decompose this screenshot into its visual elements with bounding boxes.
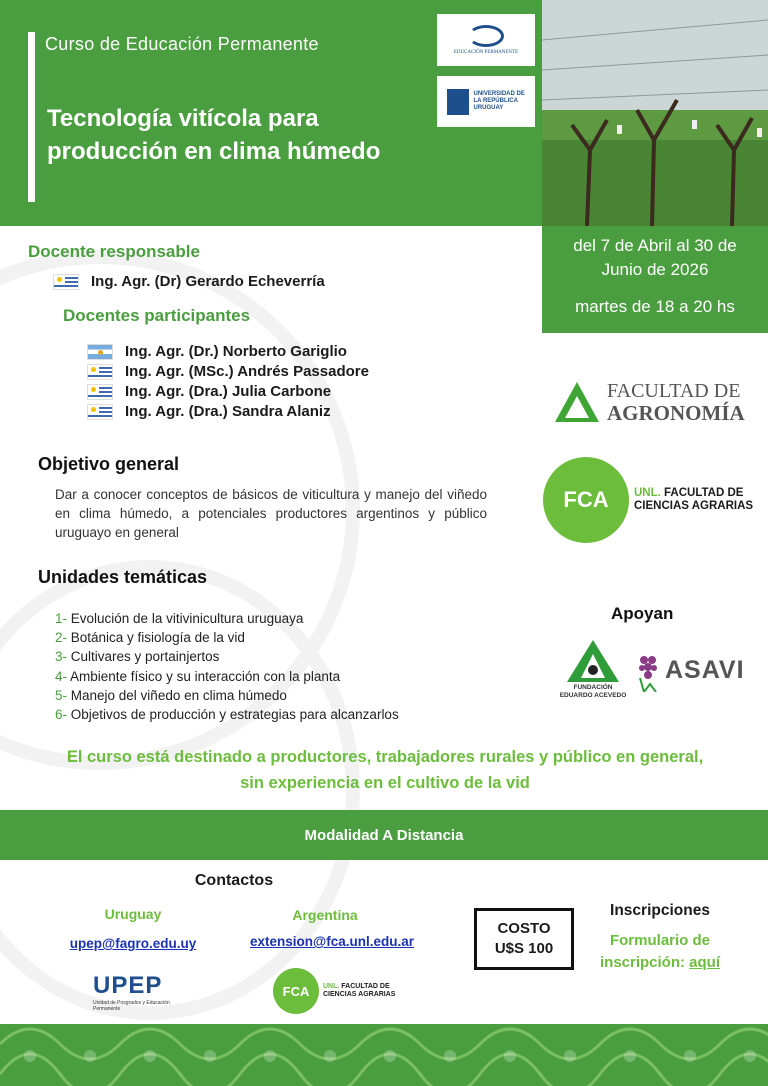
- uruguay-label: Uruguay: [104, 906, 162, 922]
- fca-circle-icon: FCA: [273, 968, 319, 1014]
- argentina-email-link[interactable]: extension@fca.unl.edu.ar: [250, 934, 414, 949]
- header-accent-bar: [28, 32, 35, 202]
- bottom-pattern-band: [0, 1024, 768, 1086]
- responsible-teacher: Ing. Agr. (Dr) Gerardo Echeverría: [53, 273, 325, 290]
- vineyard-illustration: [542, 0, 768, 226]
- registration-heading: Inscripciones: [610, 902, 710, 919]
- modality-label: Modalidad A Distancia: [304, 826, 464, 844]
- audience-statement: El curso está destinado a productores, trabajadores rurales y público en general, sin experiencia en el cultivo de la vid: [66, 748, 704, 792]
- course-dates: del 7 de Abril al 30 de Junio de 2026: [573, 236, 737, 279]
- support-heading: Apoyan: [611, 604, 674, 623]
- udelar-logo: UNIVERSIDAD DE LA REPÚBLICA URUGUAY: [437, 76, 535, 127]
- list-item: 5- Manejo del viñedo en clima húmedo: [55, 687, 287, 703]
- list-item: 2- Botánica y fisiología de la vid: [55, 630, 245, 646]
- uruguay-flag-icon: [87, 364, 113, 380]
- course-title: Tecnología vitícola para producción en clima húmedo: [47, 105, 381, 165]
- upep-logo: UPEP Unidad de Posgrados y Educación Permanente: [93, 972, 170, 1012]
- swirl-icon: [468, 25, 504, 47]
- argentina-flag-icon: [87, 344, 113, 360]
- fca-circle-icon: FCA: [543, 457, 629, 543]
- responsible-heading: Docente responsable: [28, 242, 200, 261]
- fca-unl-logo-small: FCA UNL. FACULTAD DE CIENCIAS AGRARIAS: [273, 968, 395, 1014]
- educacion-permanente-logo: EDUCACIÓN PERMANENTE: [437, 14, 535, 66]
- uruguay-flag-icon: [53, 274, 79, 290]
- units-heading: Unidades temáticas: [38, 567, 208, 587]
- objective-text: Dar a conocer conceptos de básicos de viticultura y manejo del viñedo en clima húmedo, a potenciales productores argentinos y público uruguayo en general: [55, 487, 487, 540]
- university-seal-icon: [447, 89, 469, 115]
- cost-label: COSTO: [497, 920, 551, 937]
- asavi-logo: ASAVI: [636, 648, 745, 692]
- vineyard-photo: [542, 0, 768, 226]
- objective-heading: Objetivo general: [38, 454, 180, 474]
- facultad-agronomia-logo: FACULTAD DE AGRONOMÍA: [553, 380, 745, 424]
- cost-box: [474, 908, 574, 970]
- agronomia-triangle-icon: [553, 380, 601, 424]
- list-item: 4- Ambiente físico y su interacción con la planta: [55, 668, 341, 684]
- list-item: 6- Objetivos de producción y estrategias para alcanzarlos: [55, 707, 399, 723]
- participant-item: Ing. Agr. (MSc.) Andrés Passadore: [87, 363, 369, 380]
- argentina-label: Argentina: [292, 907, 358, 923]
- modality-bar: [0, 810, 768, 860]
- fca-unl-logo: FCA UNL. FACULTAD DE CIENCIAS AGRARIAS: [543, 457, 753, 543]
- course-label: Curso de Educación Permanente: [45, 34, 319, 54]
- cost-value: U$S 100: [494, 940, 554, 957]
- participants-heading: Docentes participantes: [63, 306, 251, 325]
- leaf-pattern: [0, 1024, 768, 1086]
- grape-icon: [636, 648, 662, 692]
- list-item: 3- Cultivares y portainjertos: [55, 649, 220, 665]
- participant-item: Ing. Agr. (Dra.) Sandra Alaniz: [87, 403, 331, 420]
- uruguay-email-link[interactable]: upep@fagro.edu.uy: [69, 936, 197, 951]
- participant-item: Ing. Agr. (Dra.) Julia Carbone: [87, 383, 331, 400]
- registration-text: Formulario de inscripción: aquí: [599, 932, 721, 971]
- units-list: [55, 609, 399, 724]
- contacts-heading: Contactos: [194, 872, 274, 889]
- uruguay-flag-icon: [87, 384, 113, 400]
- list-item: 1- Evolución de la vitivinicultura uruguaya: [55, 611, 304, 626]
- schedule-box: [542, 226, 768, 333]
- uruguay-flag-icon: [87, 404, 113, 420]
- acevedo-bird-icon: [565, 638, 621, 684]
- course-time: martes de 18 a 20 hs: [575, 297, 735, 316]
- participant-item: Ing. Agr. (Dr.) Norberto Gariglio: [87, 343, 347, 360]
- fundacion-acevedo-logo: FUNDACIÓN EDUARDO ACEVEDO: [556, 638, 630, 710]
- registration-link[interactable]: aquí: [689, 954, 721, 971]
